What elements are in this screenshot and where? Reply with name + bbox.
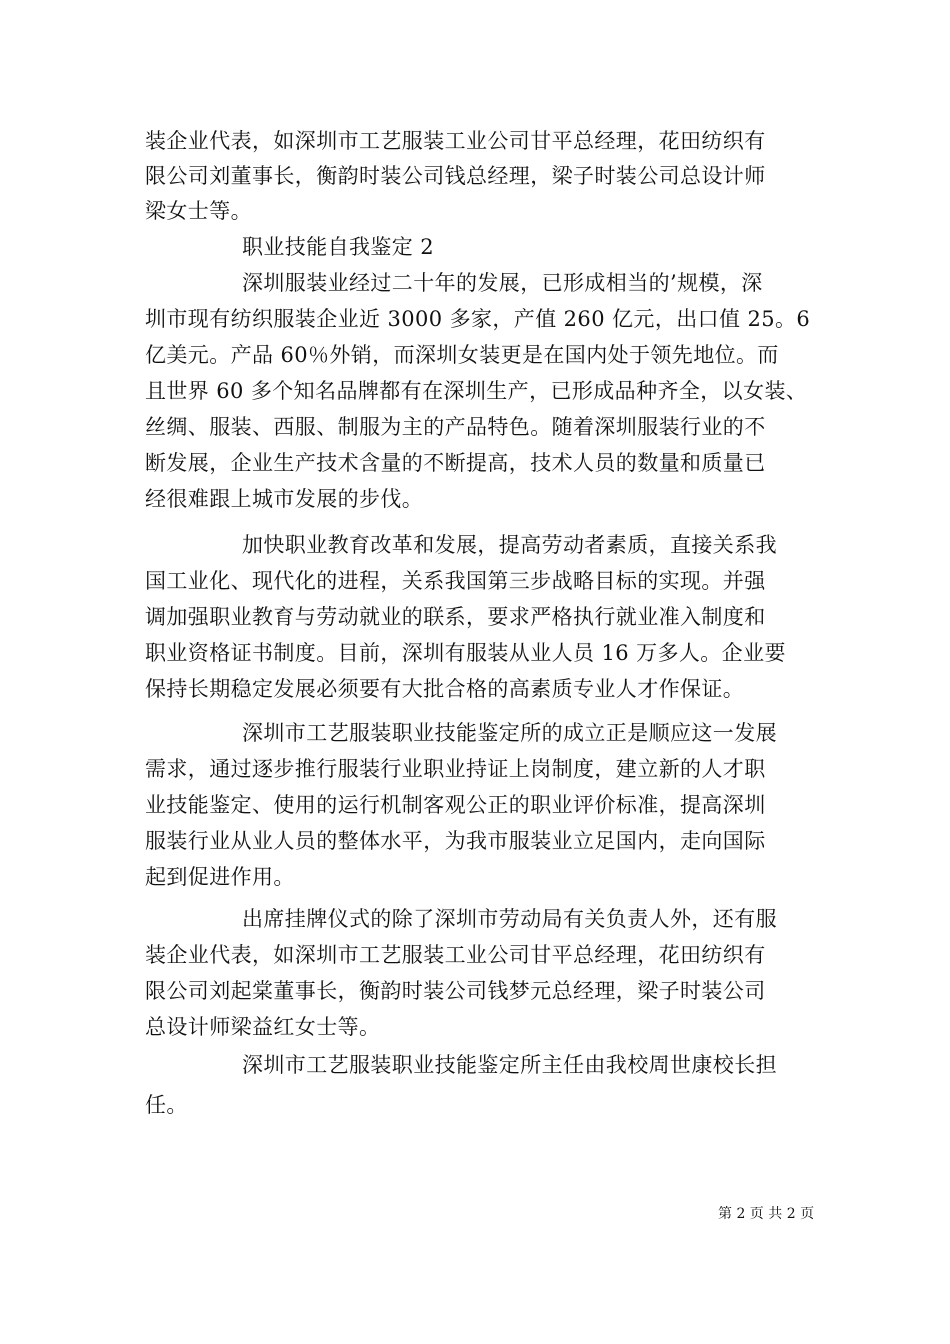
text-line: 限公司刘董事长，衡韵时装公司钱总经理，梁子时装公司总设计师	[145, 164, 766, 188]
text-line: 且世界 60 多个知名品牌都有在深圳生产，已形成品种齐全，以女装、	[145, 379, 808, 403]
text-line: 国工业化、现代化的进程，关系我国第三步战略目标的实现。并强	[145, 569, 766, 593]
text-line: 调加强职业教育与劳动就业的联系，要求严格执行就业准入制度和	[145, 605, 766, 629]
text-line: 丝绸、服装、西服、制服为主的产品特色。随着深圳服装行业的不	[145, 415, 766, 439]
text-line: 职业资格证书制度。目前，深圳有服装从业人员 16 万多人。企业要	[145, 641, 786, 665]
text-line: 限公司刘起棠董事长，衡韵时装公司钱梦元总经理，梁子时装公司	[145, 979, 766, 1003]
text-line: 保持长期稳定发展必须要有大批合格的高素质专业人才作保证。	[145, 677, 745, 701]
text-line: 深圳服装业经过二十年的发展，已形成相当的’规模，深	[242, 271, 763, 295]
text-line: 需求，通过逐步推行服装行业职业持证上岗制度，建立新的人才职	[145, 757, 766, 781]
text-line: 圳市现有纺织服装企业近 3000 多家，产值 260 亿元，出口值 25。6	[145, 307, 811, 331]
text-line: 经很难跟上城市发展的步伐。	[145, 487, 424, 511]
page-number-footer: 第 2 页 共 2 页	[718, 1206, 815, 1222]
text-line: 任。	[145, 1093, 188, 1117]
text-line: 断发展，企业生产技术含量的不断提高，技术人员的数量和质量已	[145, 451, 766, 475]
text-line: 加快职业教育改革和发展，提高劳动者素质，直接关系我	[242, 533, 777, 557]
text-line: 起到促进作用。	[145, 865, 295, 889]
text-line: 装企业代表，如深圳市工艺服装工业公司甘平总经理，花田纺织有	[145, 129, 766, 153]
text-line: 梁女士等。	[145, 199, 252, 223]
text-line: 总设计师梁益红女士等。	[145, 1015, 381, 1039]
text-line: 亿美元。产品 60％外销，而深圳女装更是在国内处于领先地位。而	[145, 343, 779, 367]
text-line: 深圳市工艺服装职业技能鉴定所的成立正是顺应这一发展	[242, 721, 777, 745]
text-line: 装企业代表，如深圳市工艺服装工业公司甘平总经理，花田纺织有	[145, 943, 766, 967]
text-line: 出席挂牌仪式的除了深圳市劳动局有关负责人外，还有服	[242, 907, 777, 931]
text-line: 深圳市工艺服装职业技能鉴定所主任由我校周世康校长担	[242, 1053, 777, 1077]
text-line: 业技能鉴定、使用的运行机制客观公正的职业评价标准，提高深圳	[145, 793, 766, 817]
section-heading: 职业技能自我鉴定 2	[242, 235, 435, 259]
text-line: 服装行业从业人员的整体水平，为我市服装业立足国内，走向国际	[145, 829, 766, 853]
